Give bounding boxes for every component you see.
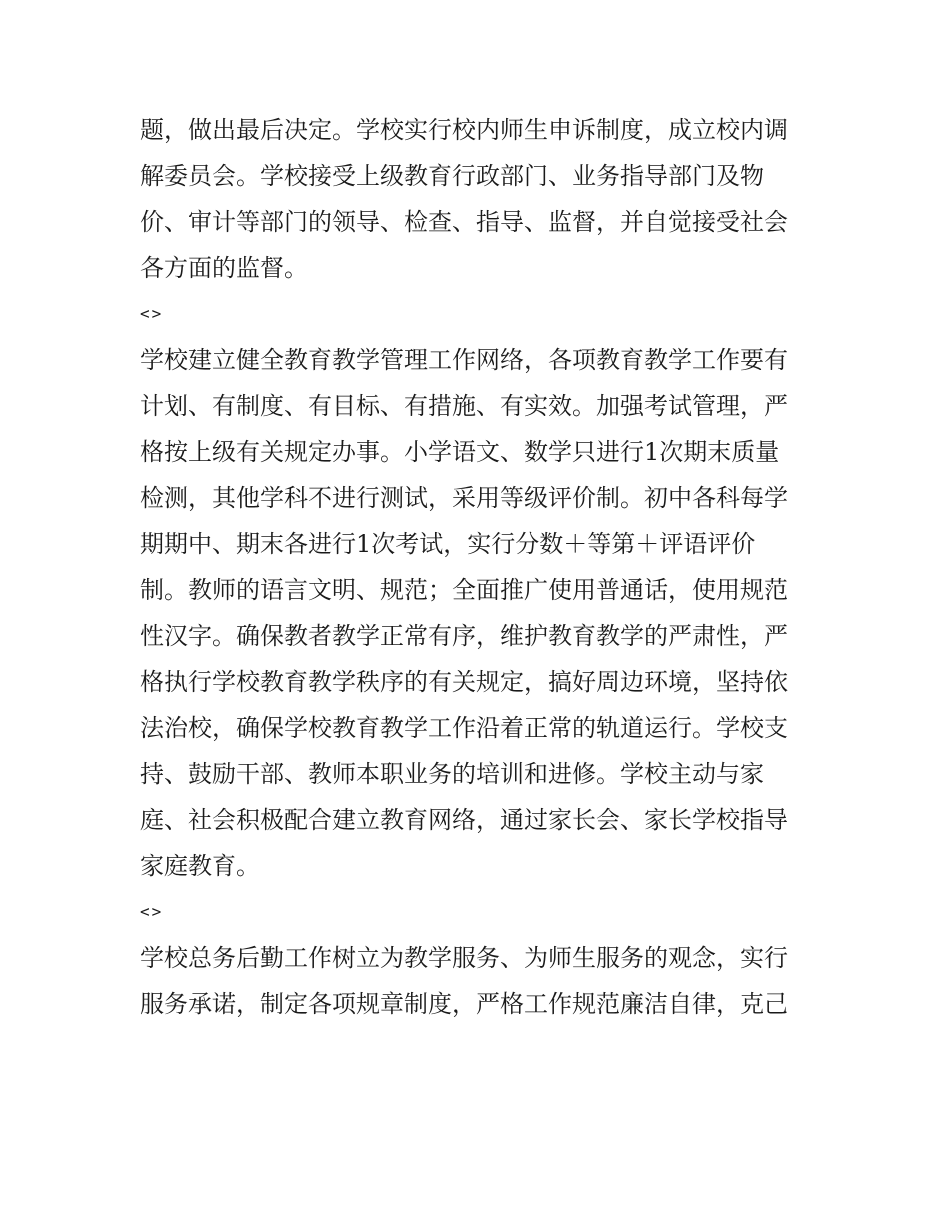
document-body (140, 107, 820, 1027)
text-line: 学校建立健全教育教学管理工作网络，各项教育教学工作要有 (140, 346, 788, 374)
paragraph-3 (140, 935, 820, 1027)
paragraph-2 (140, 337, 820, 889)
text-line: 解委员会。学校接受上级教育行政部门、业务指导部门及物 (140, 162, 764, 190)
text-line: 持、鼓励干部、教师本职业务的培训和进修。学校主动与家 (140, 760, 764, 788)
text-line: 家庭教育。 (140, 852, 260, 880)
text-line: 格按上级有关规定办事。小学语文、数学只进行1次期末质量 (140, 438, 780, 466)
text-line: 制。教师的语言文明、规范；全面推广使用普通话，使用规范 (140, 576, 788, 604)
text-line: 学校总务后勤工作树立为教学服务、为师生服务的观念，实行 (140, 944, 788, 972)
text-line: 庭、社会积极配合建立教育网络，通过家长会、家长学校指导 (140, 806, 788, 834)
text-line: 法治校，确保学校教育教学工作沿着正常的轨道运行。学校支 (140, 714, 788, 742)
text-line: 计划、有制度、有目标、有措施、有实效。加强考试管理，严 (140, 392, 788, 420)
paragraph-1 (140, 107, 820, 291)
text-line: 价、审计等部门的领导、检查、指导、监督，并自觉接受社会 (140, 208, 788, 236)
text-line: 格执行学校教育教学秩序的有关规定，搞好周边环境，坚持依 (140, 668, 788, 696)
section-separator: <> (140, 902, 164, 921)
text-line: 服务承诺，制定各项规章制度，严格工作规范廉洁自律，克己 (140, 990, 788, 1018)
text-line: 性汉字。确保教者教学正常有序，维护教育教学的严肃性，严 (140, 622, 788, 650)
section-separator: <> (140, 304, 164, 323)
text-line: 检测，其他学科不进行测试，采用等级评价制。初中各科每学 (140, 484, 788, 512)
text-line: 题，做出最后决定。学校实行校内师生申诉制度，成立校内调 (140, 116, 788, 144)
text-line: 期期中、期末各进行1次考试，实行分数＋等第＋评语评价 (140, 530, 756, 558)
text-line: 各方面的监督。 (140, 254, 308, 282)
